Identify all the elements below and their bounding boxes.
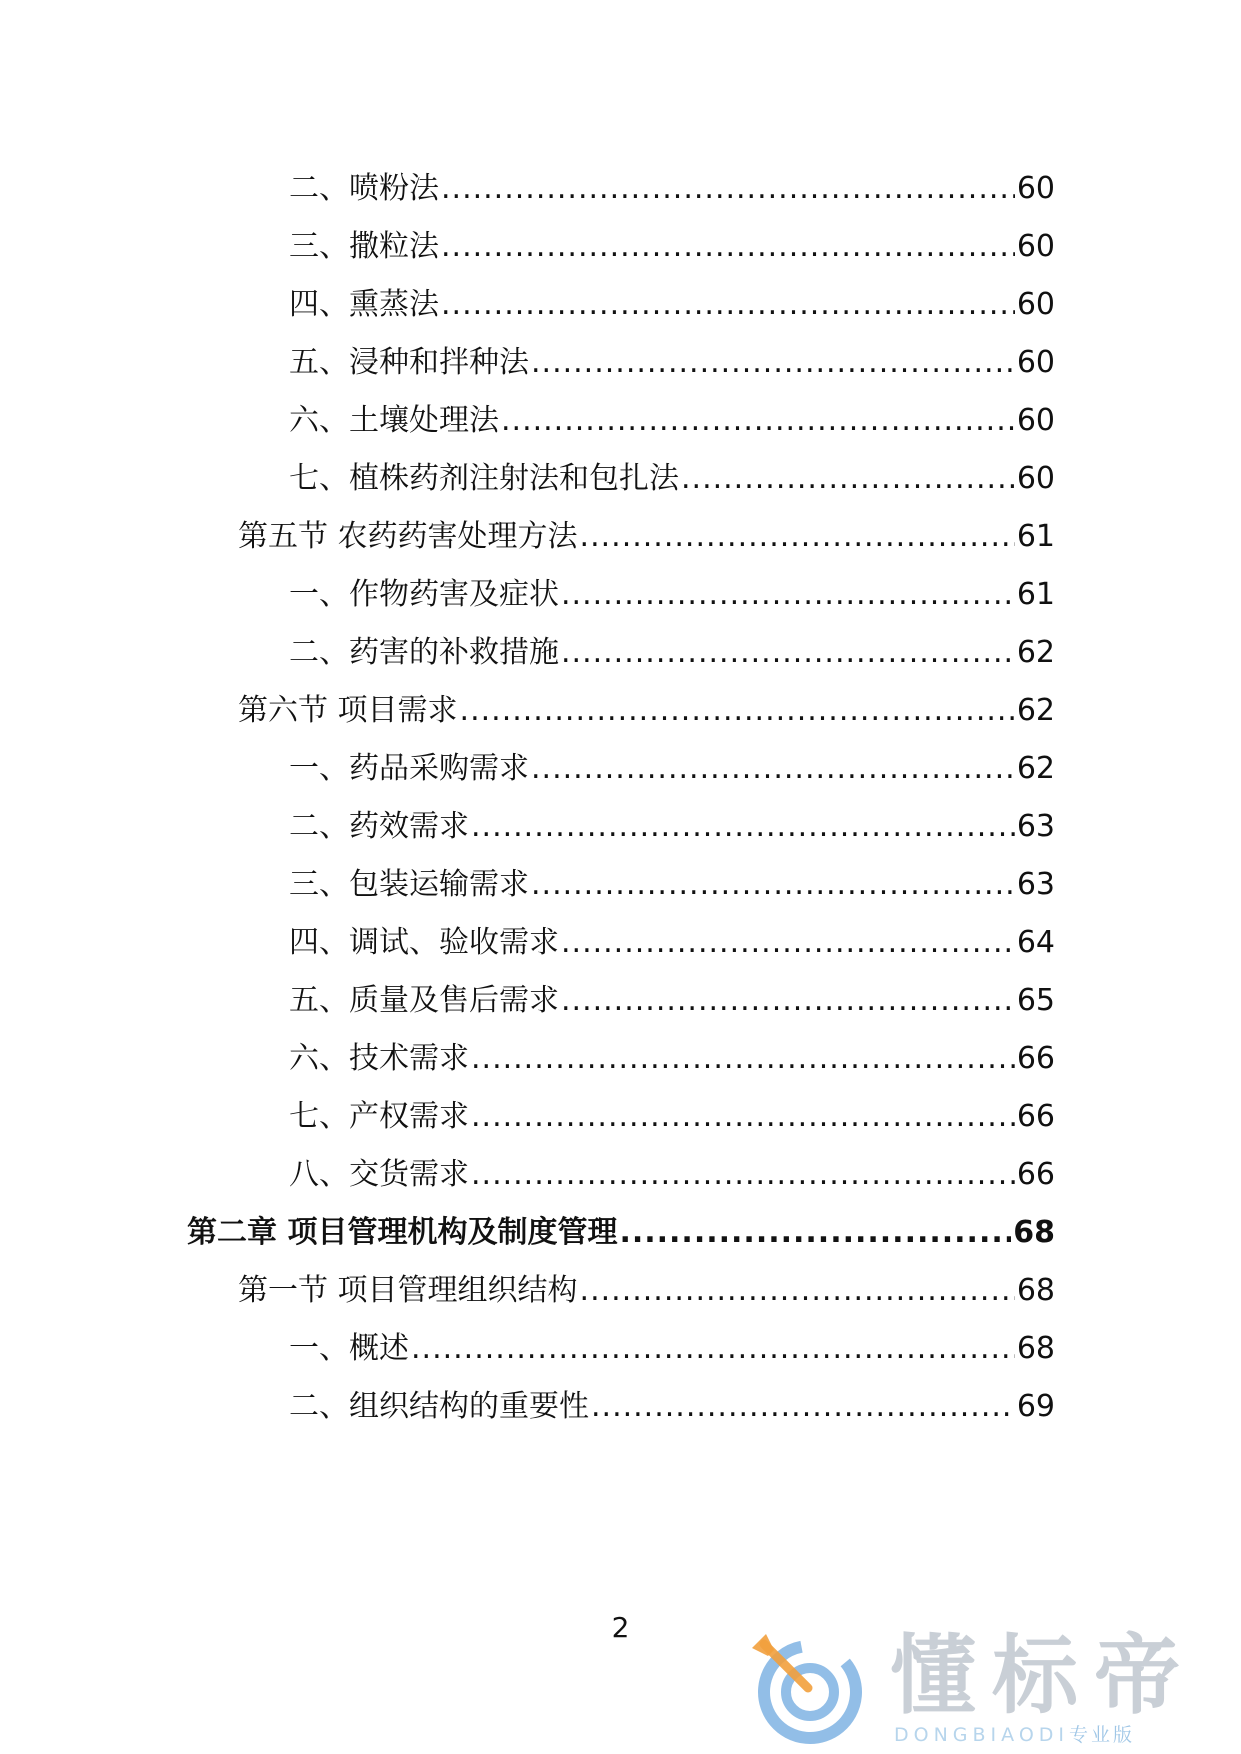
toc-entry-page: 61 [1016,577,1055,612]
toc-section-entry[interactable] [238,1271,1055,1311]
toc-entry[interactable] [289,575,1055,615]
toc-entry-title: 二、组织结构的重要性 [289,1389,589,1424]
toc-entry-title: 五、质量及售后需求 [289,983,559,1018]
toc-entry-page: 62 [1016,635,1055,670]
toc-entry-page: 66 [1016,1041,1055,1076]
toc-entry-page: 69 [1016,1389,1055,1424]
toc-entry-page: 63 [1016,867,1055,902]
toc-entry-title: 四、熏蒸法 [289,287,439,322]
toc-dot-leader [531,865,1015,905]
toc-entry-page: 64 [1016,925,1055,960]
toc-dot-leader [591,1387,1015,1427]
toc-dot-leader [580,517,1015,557]
toc-dot-leader [561,575,1015,615]
toc-section-entry[interactable] [238,691,1055,731]
toc-section-entry[interactable] [238,517,1055,557]
toc-entry-title: 一、药品采购需求 [289,751,529,786]
toc-entry-title: 五、浸种和拌种法 [289,345,529,380]
toc-entry-title: 六、土壤处理法 [289,403,499,438]
toc-entry-page: 68 [1016,1331,1055,1366]
toc-entry-title: 二、药害的补救措施 [289,635,559,670]
toc-dot-leader [561,923,1015,963]
toc-dot-leader [561,633,1015,673]
toc-entry-title: 八、交货需求 [289,1157,469,1192]
toc-entry[interactable] [289,459,1055,499]
toc-entry[interactable] [289,227,1055,267]
toc-entry-title: 二、喷粉法 [289,171,439,206]
toc-entry-page: 60 [1016,171,1055,206]
toc-entry[interactable] [289,401,1055,441]
toc-entry[interactable] [289,1387,1055,1427]
toc-entry-title: 第一节 项目管理组织结构 [238,1273,578,1308]
toc-entry-title: 三、撒粒法 [289,229,439,264]
toc-dot-leader [531,343,1015,383]
toc-entry[interactable] [289,633,1055,673]
toc-entry[interactable] [289,981,1055,1021]
toc-entry[interactable] [289,343,1055,383]
toc-entry-page: 65 [1016,983,1055,1018]
toc-entry-page: 60 [1016,461,1055,496]
toc-entry[interactable] [289,807,1055,847]
toc-entry-page: 60 [1016,345,1055,380]
toc-dot-leader [501,401,1015,441]
toc-entry-page: 60 [1016,287,1055,322]
toc-dot-leader [580,1271,1015,1311]
toc-entry-title: 二、药效需求 [289,809,469,844]
toc-entry[interactable] [289,1039,1055,1079]
toc-dot-leader [681,459,1015,499]
toc-entry[interactable] [289,865,1055,905]
toc-dot-leader [471,807,1015,847]
toc-dot-leader [441,227,1015,267]
toc-entry-title: 第二章 项目管理机构及制度管理 [187,1215,618,1250]
watermark-brand-name: 懂标帝 [890,1626,1196,1726]
toc-entry[interactable] [289,285,1055,325]
toc-dot-leader [561,981,1015,1021]
toc-entry-title: 七、产权需求 [289,1099,469,1134]
toc-dot-leader [619,1213,1011,1253]
toc-dot-leader [471,1039,1015,1079]
toc-entry-page: 61 [1016,519,1055,554]
page-number: 2 [611,1611,630,1644]
toc-entry-title: 第六节 项目需求 [238,693,458,728]
toc-entry[interactable] [289,923,1055,963]
toc-entry-title: 六、技术需求 [289,1041,469,1076]
toc-dot-leader [460,691,1015,731]
toc-dot-leader [471,1097,1015,1137]
watermark-subtitle [894,1724,1135,1746]
toc-entry-title: 第五节 农药药害处理方法 [238,519,578,554]
toc-dot-leader [441,285,1015,325]
toc-entry[interactable] [289,1329,1055,1369]
toc-chapter-entry[interactable] [187,1213,1055,1253]
toc-entry-page: 66 [1016,1099,1055,1134]
watermark-logo [740,1626,1230,1748]
toc-entry-page: 60 [1016,403,1055,438]
toc-entry[interactable] [289,1155,1055,1195]
toc-dot-leader [411,1329,1015,1369]
toc-entry-page: 66 [1016,1157,1055,1192]
toc-entry-title: 四、调试、验收需求 [289,925,559,960]
toc-entry[interactable] [289,1097,1055,1137]
toc-entry[interactable] [289,749,1055,789]
toc-entry-title: 七、植株药剂注射法和包扎法 [289,461,679,496]
toc-entry-title: 三、包装运输需求 [289,867,529,902]
toc-entry-title: 一、概述 [289,1331,409,1366]
watermark-edition: 专业版 [1069,1724,1136,1746]
toc-dot-leader [531,749,1015,789]
toc-entry-page: 60 [1016,229,1055,264]
target-dart-icon [748,1630,866,1748]
toc-entry[interactable] [289,169,1055,209]
toc-entry-page: 68 [1013,1215,1055,1250]
toc-dot-leader [471,1155,1015,1195]
toc-dot-leader [441,169,1015,209]
toc-entry-page: 68 [1016,1273,1055,1308]
toc-entry-page: 62 [1016,693,1055,728]
toc-entry-page: 62 [1016,751,1055,786]
toc-entry-page: 63 [1016,809,1055,844]
watermark-pinyin: DONGBIAODI [894,1724,1070,1746]
toc-entry-title: 一、作物药害及症状 [289,577,559,612]
